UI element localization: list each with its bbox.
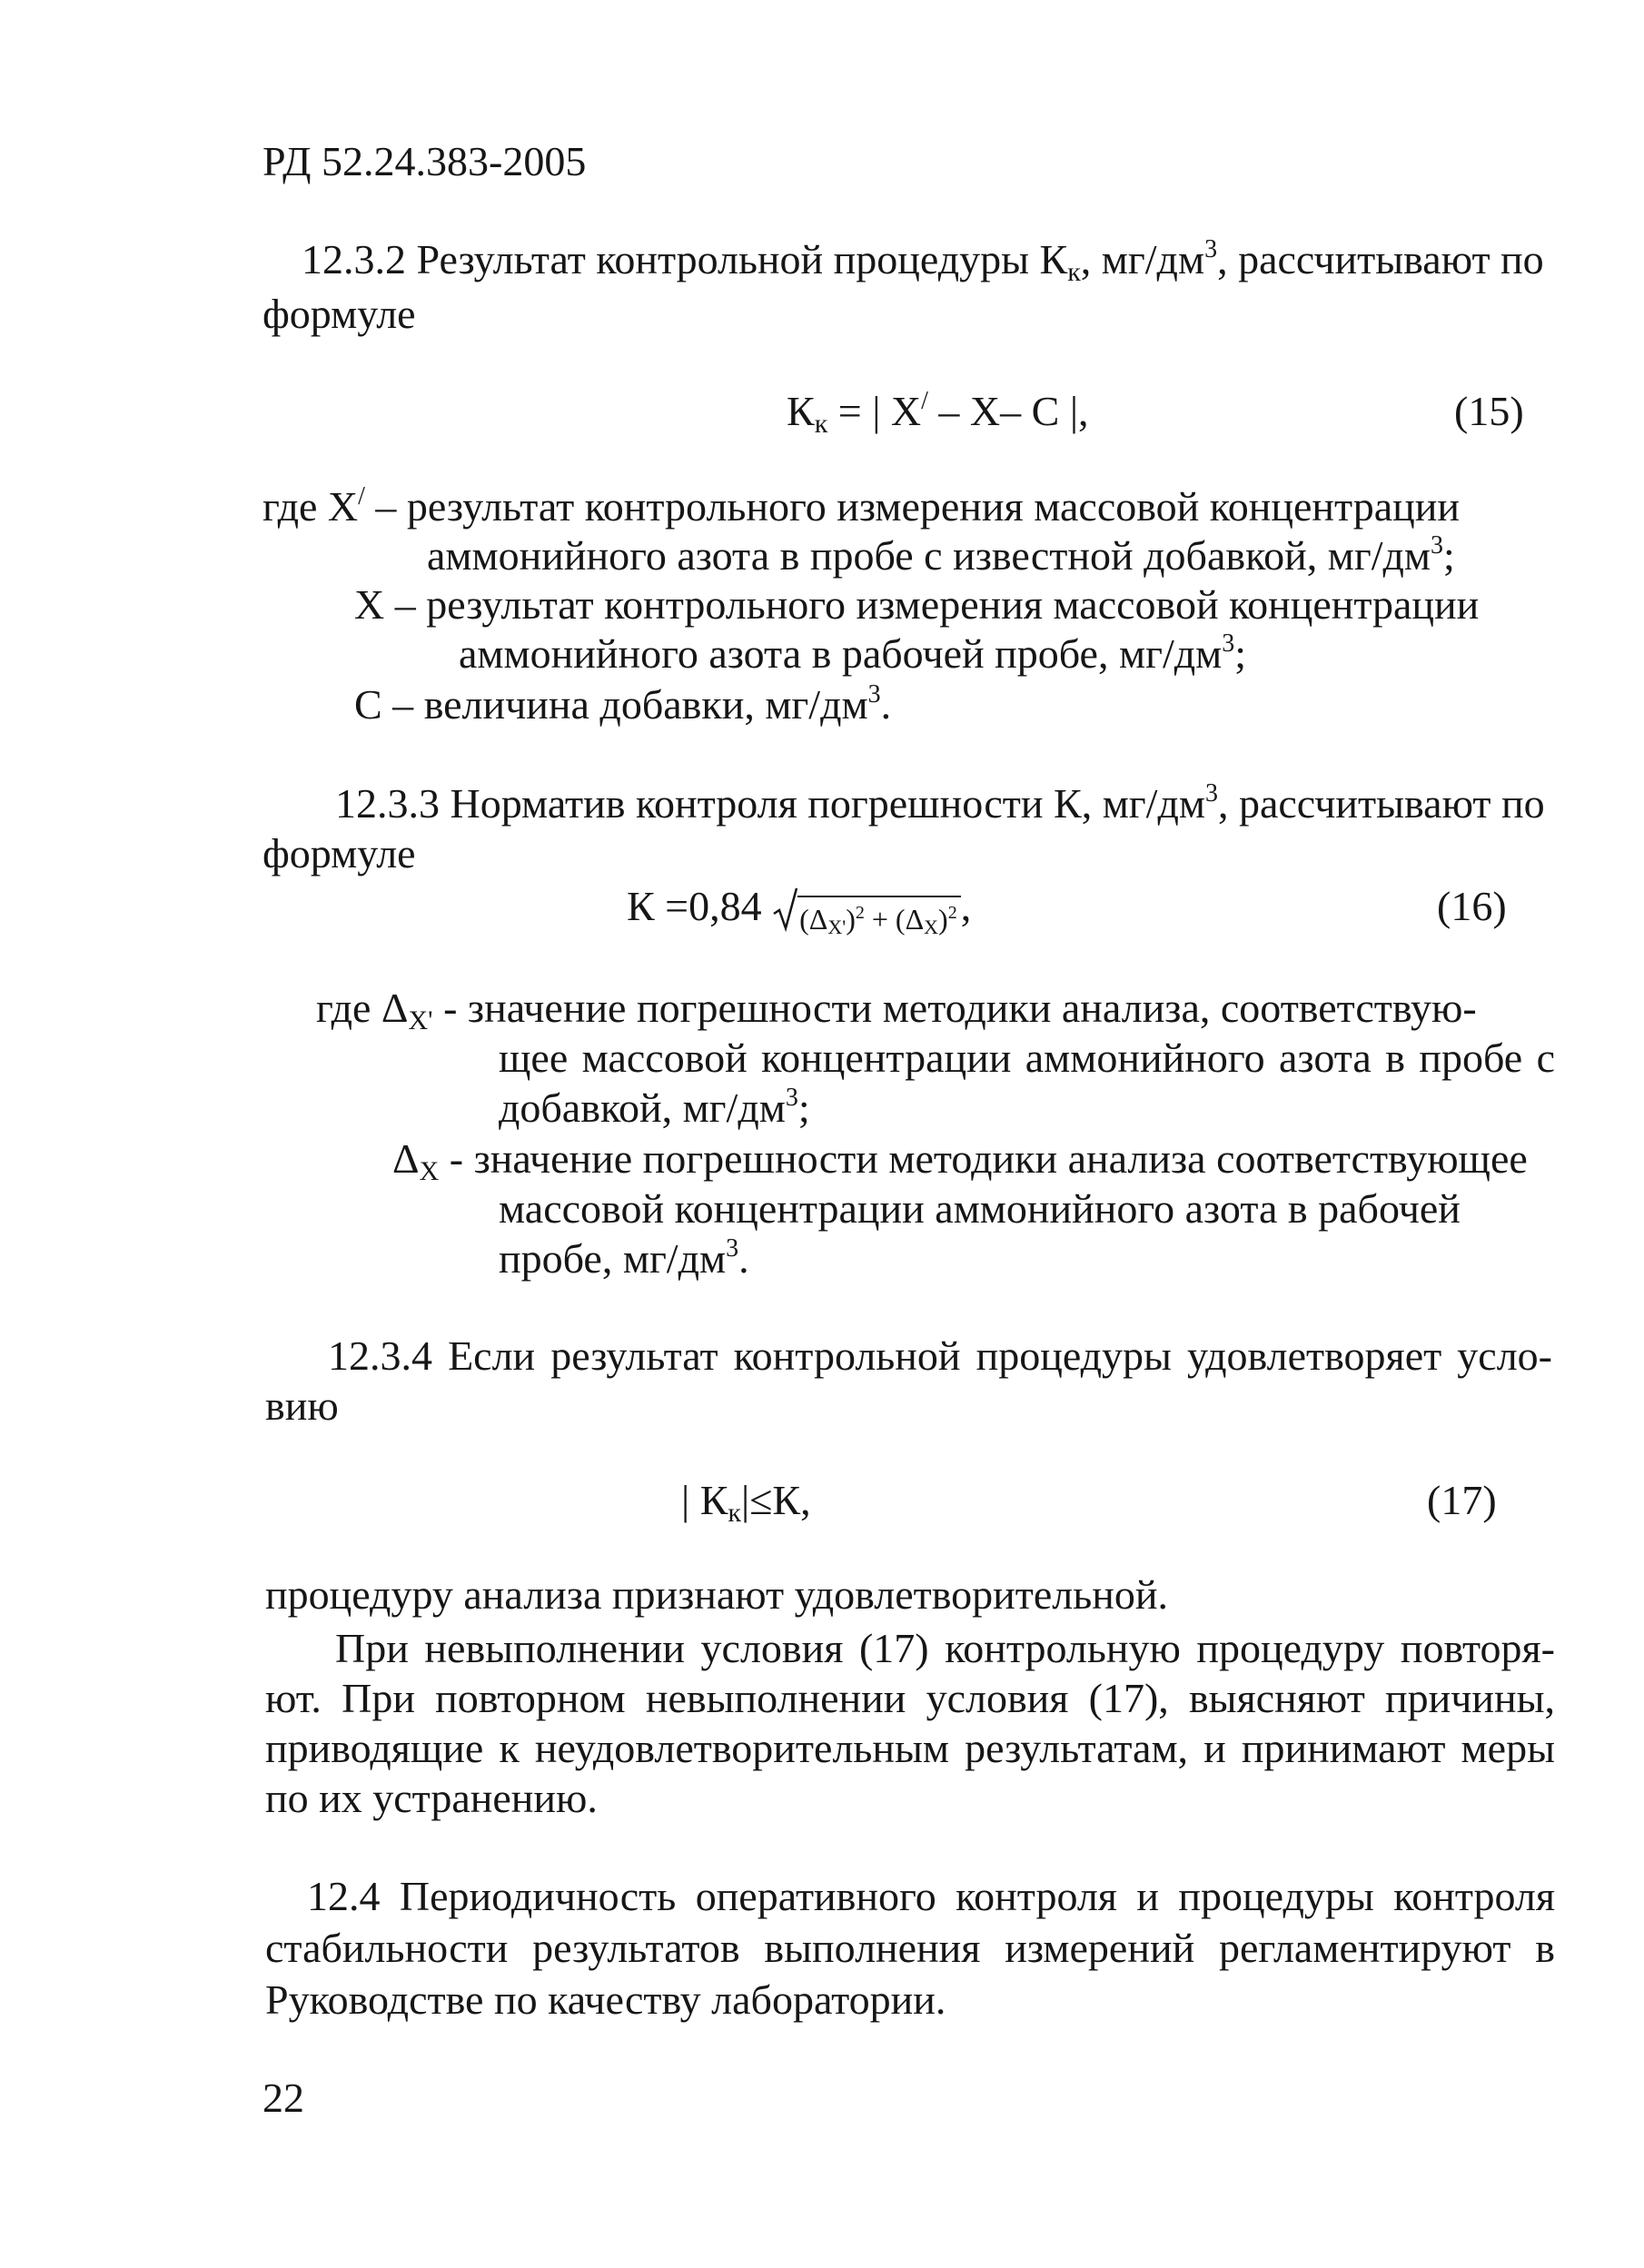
symbol-c: C –	[354, 681, 414, 728]
text: 12.3.3 Норматив контроля погрешности К, мг/дм	[335, 780, 1205, 827]
subscript: к	[1067, 257, 1081, 287]
dash: –	[375, 483, 397, 530]
where-16-dxprime-line2: щее массовой концентрации аммонийного азота в пробе с	[499, 1035, 1555, 1081]
radical-sign-icon	[772, 886, 797, 932]
equation-15-number: (15)	[1454, 388, 1524, 434]
symbol-delta: Δ	[392, 1135, 420, 1182]
section-12-3-3-line2: формуле	[262, 830, 416, 876]
superscript: 3	[1222, 629, 1235, 658]
radicand-sub: X'	[827, 916, 847, 938]
equation-16-number: (16)	[1437, 883, 1507, 929]
radicand-sup: 2	[947, 903, 957, 924]
subscript: X'	[408, 1005, 433, 1035]
radicand-part: (Δ	[799, 903, 828, 936]
text: , мг/дм	[1080, 236, 1205, 282]
radicand-part: )	[938, 903, 948, 936]
where-16-dx-line2: массовой концентрации аммонийного азота в рабочей	[499, 1185, 1461, 1232]
radicand	[797, 896, 961, 937]
where-15-c-line	[354, 679, 891, 730]
paragraph-line: по их устранению.	[265, 1775, 598, 1821]
eq-rhs: |≤К,	[740, 1477, 811, 1523]
document-code: РД 52.24.383-2005	[262, 138, 587, 184]
section-12-3-4-line1: 12.3.4 Если результат контрольной процедуры удовлетворяет усло-	[328, 1332, 1552, 1379]
prime-mark: /	[358, 481, 365, 510]
superscript: 3	[1204, 778, 1218, 807]
punct: ;	[1443, 532, 1455, 579]
where-word: где	[316, 985, 371, 1031]
definition-text: результат контрольного измерения массовой концентрации	[426, 581, 1480, 628]
equation-17-number: (17)	[1427, 1477, 1497, 1523]
section-12-3-2-line1	[302, 234, 1544, 285]
subscript: X	[419, 1156, 440, 1186]
eq-lhs: К	[787, 388, 815, 434]
where-16-dx-line3	[499, 1233, 749, 1284]
where-16-dx-line1	[392, 1134, 1528, 1184]
text: , рассчитывают по	[1217, 780, 1545, 827]
eq-lhs: | К	[681, 1477, 728, 1523]
section-12-3-3-line1	[335, 778, 1545, 829]
section-12-4-line2: стабильности результатов выполнения измерений регламентируют в	[265, 1925, 1555, 1971]
superscript: 3	[1431, 530, 1443, 560]
eq-lhs-sub: к	[728, 1498, 741, 1528]
symbol-delta: Δ	[381, 985, 409, 1031]
definition-text: результат контрольного измерения массовой концентрации	[406, 483, 1460, 530]
punct: ;	[1234, 630, 1247, 677]
square-root	[772, 890, 961, 936]
where-word: где	[262, 483, 318, 530]
equation-16	[627, 881, 971, 936]
eq-rhs-tail: – X– C |,	[927, 388, 1089, 434]
definition-text: значение погрешности методики анализа, соответствую-	[467, 985, 1477, 1031]
section-12-3-2-line2: формуле	[262, 291, 416, 337]
eq-rhs: = | X	[837, 388, 922, 434]
paragraph-line: ют. При повторном невыполнении условия (17), выясняют причины,	[265, 1675, 1555, 1721]
eq-lhs-sub: к	[814, 409, 828, 439]
where-16-dxprime-line1	[316, 983, 1477, 1034]
symbol-x: X –	[354, 581, 416, 628]
where-15-x-line1	[354, 579, 1479, 630]
prime-mark: /	[921, 386, 928, 415]
punct: .	[738, 1235, 749, 1282]
where-15-xprime-line2	[427, 530, 1455, 581]
dash: -	[443, 985, 458, 1031]
radicand-sup: 2	[855, 903, 865, 924]
text: , рассчитывают по	[1217, 236, 1544, 282]
definition-text: аммонийного азота в рабочей пробе, мг/дм	[459, 630, 1223, 677]
page-number: 22	[262, 2075, 304, 2121]
superscript: 3	[1204, 234, 1218, 263]
definition-text: величина добавки, мг/дм	[423, 681, 868, 728]
eq-tail: ,	[960, 883, 972, 929]
equation-15	[787, 386, 1089, 437]
section-12-4-line1: 12.4 Периодичность оперативного контроля и процедуры контроля	[307, 1873, 1555, 1919]
where-15-x-line2	[459, 629, 1246, 679]
superscript: 3	[867, 679, 881, 708]
equation-17	[681, 1475, 811, 1526]
section-12-4-line3: Руководстве по качеству лаборатории.	[265, 1976, 946, 2023]
definition-text: пробе, мг/дм	[499, 1235, 727, 1282]
definition-text: значение погрешности методики анализа соответствующее	[473, 1135, 1528, 1182]
definition-text: добавкой, мг/дм	[499, 1084, 786, 1131]
paragraph-line: приводящие к неудовлетворительным результатам, и принимают меры	[265, 1725, 1555, 1771]
symbol-x-prime: X	[327, 483, 359, 530]
superscript: 3	[726, 1233, 739, 1263]
superscript: 3	[785, 1083, 798, 1112]
section-12-3-4-line2: вию	[265, 1382, 339, 1429]
definition-text: аммонийного азота в пробе с известной добавкой, мг/дм	[427, 532, 1431, 579]
text: Результат контрольной процедуры К	[416, 236, 1068, 282]
paragraph-line: При невыполнении условия (17) контрольную процедуру повторя-	[335, 1625, 1555, 1671]
radicand-part: )	[846, 903, 856, 936]
punct: ;	[797, 1084, 810, 1131]
eq-lhs: К =0,84	[627, 883, 762, 929]
dash: -	[449, 1135, 464, 1182]
radicand-part: + (Δ	[864, 903, 925, 936]
radicand-sub: X	[924, 916, 939, 938]
where-16-dxprime-line3	[499, 1083, 810, 1134]
where-15-xprime-line1	[262, 481, 1460, 532]
conclusion-line: процедуру анализа признают удовлетворительной.	[265, 1571, 1168, 1618]
section-number: 12.3.2	[302, 236, 406, 282]
punct: .	[880, 681, 892, 728]
